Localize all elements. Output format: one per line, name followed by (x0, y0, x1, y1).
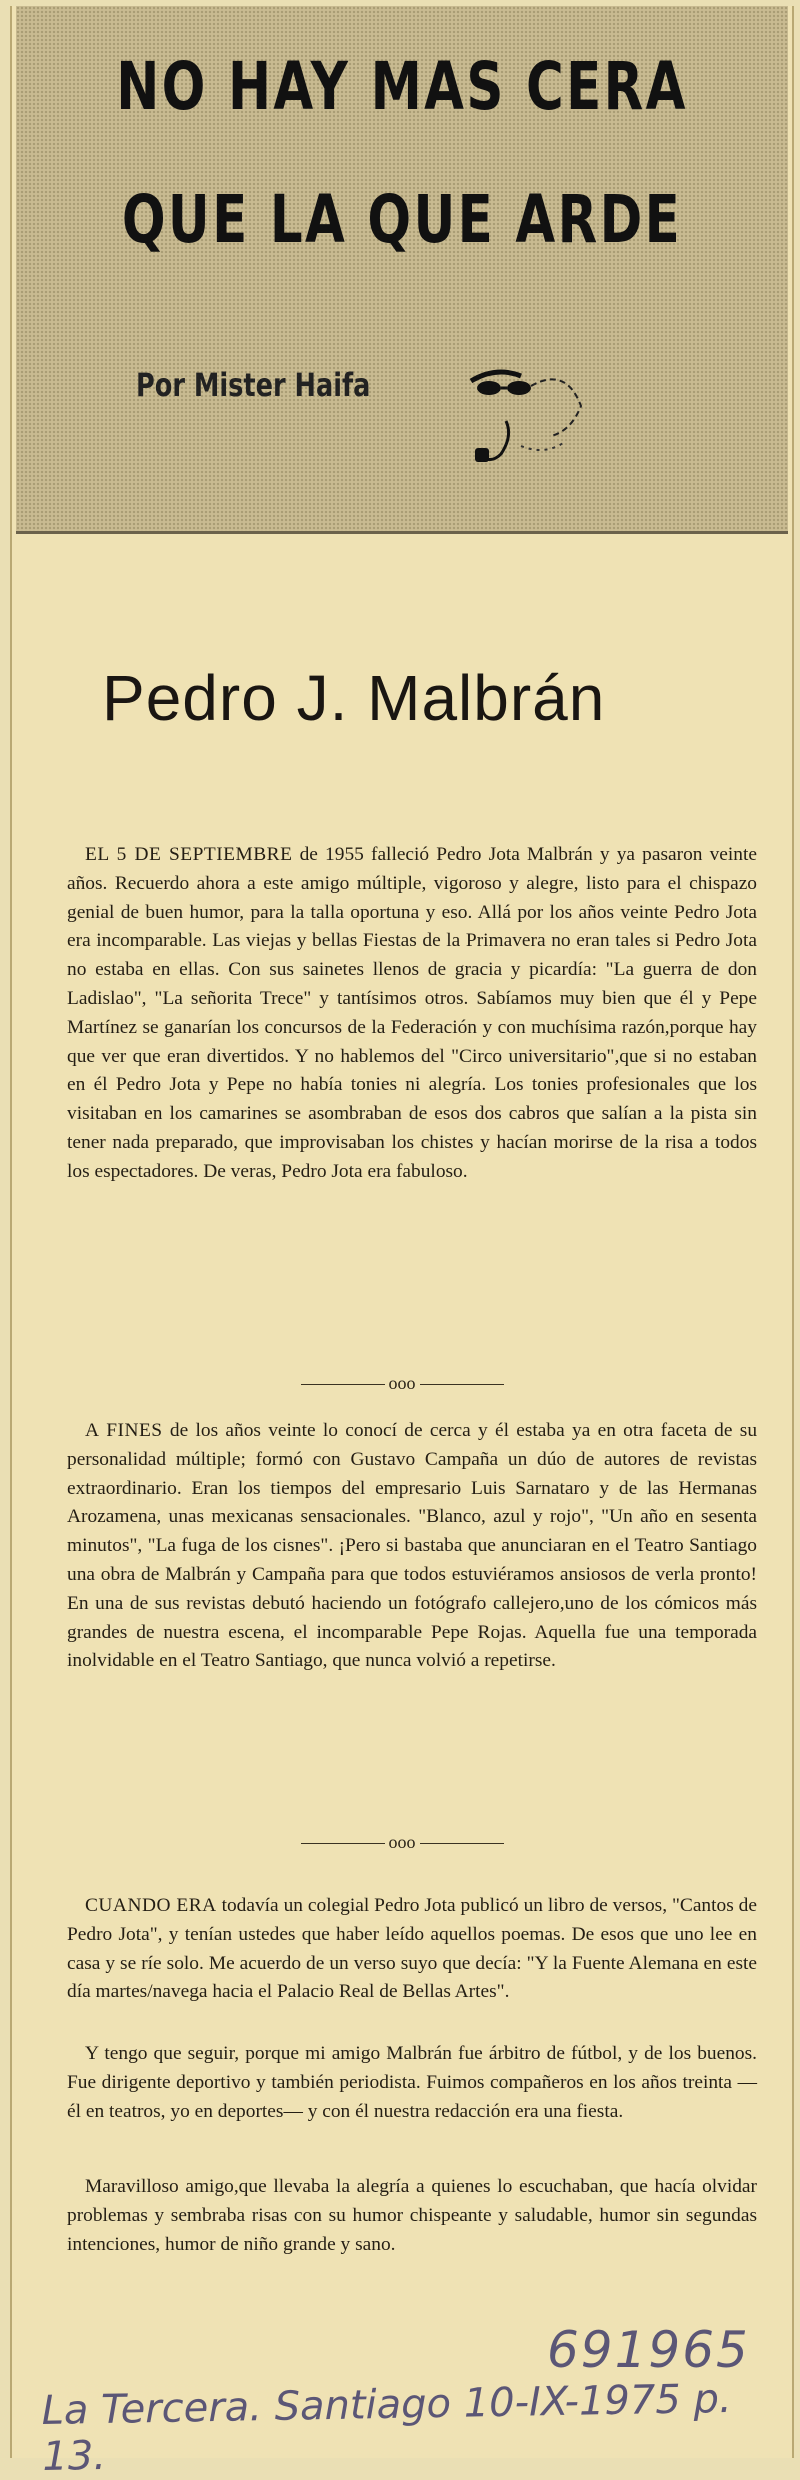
headline-line-2: QUE LA QUE ARDE (121, 181, 683, 258)
paragraph-lead: CUANDO ERA (85, 1895, 217, 1916)
newspaper-clipping (10, 6, 794, 2480)
handwritten-source-note: La Tercera. Santiago 10-IX-1975 p. 13. (41, 2375, 733, 2480)
article-paragraph-1 (67, 841, 757, 1187)
paragraph-text: todavía un colegial Pedro Jota publicó un libro de versos, "Cantos de Pedro Jota", y tenían ustedes que haber leído aquellos poemas. De esos que uno lee en casa y se ríe solo. Me acuerdo de un verso suyo que decía: "Y la Fuente Alemana en este día martes/navega hacia el Palacio Real de Bellas Artes". (67, 1895, 757, 2003)
section-separator: ooo (12, 1373, 792, 1394)
section-separator: ooo (12, 1832, 792, 1853)
paragraph-lead: A FINES (85, 1420, 163, 1441)
paragraph-lead: EL 5 DE SEPTIEMBRE (85, 844, 293, 865)
handwritten-archive-number: 691965 (547, 2321, 750, 2379)
article-paragraph-4 (67, 2040, 757, 2126)
paragraph-text: Y tengo que seguir, porque mi amigo Malbrán fue árbitro de fútbol, y de los buenos. Fue dirigente deportivo y también periodista. Fuimos compañeros en los años treinta —él en teatros, yo en deportes— y con él nuestra redacción era una fiesta. (67, 2043, 757, 2122)
column-header (16, 6, 788, 534)
article-paragraph-5 (67, 2173, 757, 2259)
paragraph-text: de los años veinte lo conocí de cerca y él estaba ya en otra faceta de su personalidad múltiple; formó con Gustavo Campaña un dúo de autores de revistas extraordinario. Eran los tiempos del empresario Luis Sarnataro y de las Hermanas Arozamena, unas mexicanas sensacionales. "Blanco, azul y rojo", "Un año en sesenta minutos", "La fuga de los cisnes". ¡Pero si bastaba que anunciaran en el Teatro Santiago una obra de Malbrán y Campaña para que todos estuviéramos ansiosos de verla pronto! En una de sus revistas debutó haciendo un fotógrafo callejero,uno de los cómicos más grandes de nuestra escena, el incomparable Pepe Rojas. Aquella fue una temporada inolvidable en el Teatro Santiago, que nunca volvió a repetirse. (67, 1420, 758, 1672)
author-caricature-icon (451, 336, 601, 486)
article-title: Pedro J. Malbrán (102, 662, 606, 734)
article-paragraph-2 (67, 1417, 757, 1676)
byline: Por Mister Haifa (136, 366, 371, 404)
paragraph-text: de 1955 falleció Pedro Jota Malbrán y ya pasaron veinte años. Recuerdo ahora a este amigo múltiple, vigoroso y alegre, listo para el chispazo genial de buen humor, para la talla oportuna y eso. Allá por los años veinte Pedro Jota era incomparable. Las viejas y bellas Fiestas de la Primavera no eran tales si Pedro Jota no estaba en ellas. Con sus sainetes llenos de gracia y picardía: "La guerra de don Ladislao", "La señorita Trece" y tantísimos otros. Sabíamos muy bien que él y Pepe Martínez se ganarían los concursos de la Federación y con muchísima razón,porque hay que ver que eran divertidos. Y no hablemos del "Circo universitario",que si no estaban en él Pedro Jota y Pepe no había tonies ni alegría. Los tonies profesionales que los visitaban en los camarines se asombraban de esos dos cabros que salían a la pista sin tener nada preparado, que improvisaban los chistes y hacían morirse de la risa a todos los espectadores. De veras, Pedro Jota era fabuloso. (67, 844, 757, 1182)
paragraph-text: Maravilloso amigo,que llevaba la alegría a quienes lo escuchaban, que hacía olvidar problemas y sembraba risas con su humor chispeante y saludable, humor sin segundas intenciones, humor de niño grande y sano. (67, 2176, 757, 2255)
article-paragraph-3 (67, 1892, 757, 2007)
headline-line-1: NO HAY MAS CERA (116, 48, 688, 125)
